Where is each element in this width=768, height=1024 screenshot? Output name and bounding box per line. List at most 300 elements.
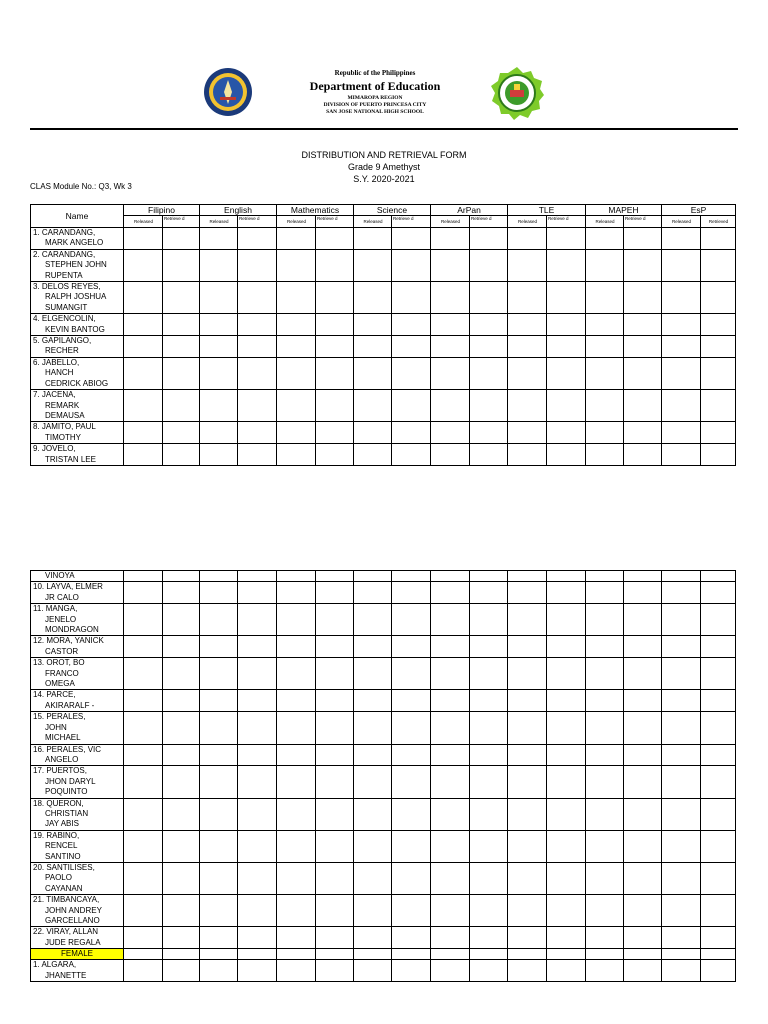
- entry-cell[interactable]: [701, 336, 736, 358]
- entry-cell[interactable]: [431, 895, 470, 927]
- entry-cell[interactable]: [586, 357, 624, 389]
- entry-cell[interactable]: [662, 927, 701, 949]
- entry-cell[interactable]: [508, 336, 547, 358]
- entry-cell[interactable]: [586, 314, 624, 336]
- entry-cell[interactable]: [124, 604, 163, 636]
- entry-cell[interactable]: [624, 571, 662, 582]
- entry-cell[interactable]: [200, 960, 238, 982]
- entry-cell[interactable]: [662, 949, 701, 960]
- entry-cell[interactable]: [547, 766, 586, 798]
- entry-cell[interactable]: [431, 228, 470, 250]
- entry-cell[interactable]: [470, 766, 508, 798]
- entry-cell[interactable]: [586, 895, 624, 927]
- entry-cell[interactable]: [238, 658, 277, 690]
- entry-cell[interactable]: [277, 744, 316, 766]
- entry-cell[interactable]: [547, 658, 586, 690]
- entry-cell[interactable]: [316, 314, 354, 336]
- entry-cell[interactable]: [277, 895, 316, 927]
- entry-cell[interactable]: [431, 282, 470, 314]
- entry-cell[interactable]: [316, 712, 354, 744]
- entry-cell[interactable]: [470, 798, 508, 830]
- entry-cell[interactable]: [624, 336, 662, 358]
- entry-cell[interactable]: [586, 712, 624, 744]
- entry-cell[interactable]: [431, 744, 470, 766]
- entry-cell[interactable]: [354, 798, 392, 830]
- entry-cell[interactable]: [124, 744, 163, 766]
- entry-cell[interactable]: [277, 949, 316, 960]
- entry-cell[interactable]: [701, 798, 736, 830]
- entry-cell[interactable]: [624, 228, 662, 250]
- entry-cell[interactable]: [277, 314, 316, 336]
- entry-cell[interactable]: [662, 604, 701, 636]
- entry-cell[interactable]: [470, 830, 508, 862]
- entry-cell[interactable]: [316, 658, 354, 690]
- entry-cell[interactable]: [431, 357, 470, 389]
- entry-cell[interactable]: [392, 744, 431, 766]
- entry-cell[interactable]: [547, 422, 586, 444]
- entry-cell[interactable]: [470, 571, 508, 582]
- entry-cell[interactable]: [508, 390, 547, 422]
- entry-cell[interactable]: [508, 960, 547, 982]
- entry-cell[interactable]: [392, 249, 431, 281]
- entry-cell[interactable]: [701, 830, 736, 862]
- entry-cell[interactable]: [354, 960, 392, 982]
- entry-cell[interactable]: [354, 862, 392, 894]
- entry-cell[interactable]: [238, 390, 277, 422]
- entry-cell[interactable]: [354, 949, 392, 960]
- entry-cell[interactable]: [431, 636, 470, 658]
- entry-cell[interactable]: [431, 604, 470, 636]
- entry-cell[interactable]: [163, 949, 200, 960]
- entry-cell[interactable]: [277, 690, 316, 712]
- entry-cell[interactable]: [470, 249, 508, 281]
- entry-cell[interactable]: [470, 282, 508, 314]
- entry-cell[interactable]: [124, 582, 163, 604]
- entry-cell[interactable]: [277, 712, 316, 744]
- entry-cell[interactable]: [586, 830, 624, 862]
- entry-cell[interactable]: [662, 744, 701, 766]
- entry-cell[interactable]: [701, 766, 736, 798]
- entry-cell[interactable]: [124, 798, 163, 830]
- entry-cell[interactable]: [392, 960, 431, 982]
- entry-cell[interactable]: [238, 690, 277, 712]
- entry-cell[interactable]: [277, 582, 316, 604]
- entry-cell[interactable]: [662, 282, 701, 314]
- entry-cell[interactable]: [316, 282, 354, 314]
- entry-cell[interactable]: [238, 798, 277, 830]
- entry-cell[interactable]: [124, 228, 163, 250]
- entry-cell[interactable]: [586, 744, 624, 766]
- entry-cell[interactable]: [124, 658, 163, 690]
- entry-cell[interactable]: [586, 862, 624, 894]
- entry-cell[interactable]: [431, 390, 470, 422]
- entry-cell[interactable]: [354, 422, 392, 444]
- entry-cell[interactable]: [586, 949, 624, 960]
- entry-cell[interactable]: [200, 444, 238, 466]
- entry-cell[interactable]: [662, 228, 701, 250]
- entry-cell[interactable]: [354, 357, 392, 389]
- entry-cell[interactable]: [701, 927, 736, 949]
- entry-cell[interactable]: [624, 658, 662, 690]
- entry-cell[interactable]: [354, 228, 392, 250]
- entry-cell[interactable]: [431, 830, 470, 862]
- entry-cell[interactable]: [624, 636, 662, 658]
- entry-cell[interactable]: [392, 336, 431, 358]
- entry-cell[interactable]: [662, 690, 701, 712]
- entry-cell[interactable]: [277, 798, 316, 830]
- entry-cell[interactable]: [354, 927, 392, 949]
- entry-cell[interactable]: [547, 798, 586, 830]
- entry-cell[interactable]: [124, 949, 163, 960]
- entry-cell[interactable]: [354, 249, 392, 281]
- entry-cell[interactable]: [586, 658, 624, 690]
- entry-cell[interactable]: [662, 357, 701, 389]
- entry-cell[interactable]: [624, 927, 662, 949]
- entry-cell[interactable]: [624, 690, 662, 712]
- entry-cell[interactable]: [392, 658, 431, 690]
- entry-cell[interactable]: [547, 895, 586, 927]
- entry-cell[interactable]: [163, 690, 200, 712]
- entry-cell[interactable]: [163, 744, 200, 766]
- entry-cell[interactable]: [392, 798, 431, 830]
- entry-cell[interactable]: [701, 249, 736, 281]
- entry-cell[interactable]: [124, 357, 163, 389]
- entry-cell[interactable]: [701, 690, 736, 712]
- entry-cell[interactable]: [238, 744, 277, 766]
- entry-cell[interactable]: [508, 830, 547, 862]
- entry-cell[interactable]: [200, 571, 238, 582]
- entry-cell[interactable]: [624, 604, 662, 636]
- entry-cell[interactable]: [354, 444, 392, 466]
- entry-cell[interactable]: [124, 249, 163, 281]
- entry-cell[interactable]: [277, 444, 316, 466]
- entry-cell[interactable]: [547, 582, 586, 604]
- entry-cell[interactable]: [586, 636, 624, 658]
- entry-cell[interactable]: [662, 336, 701, 358]
- entry-cell[interactable]: [508, 444, 547, 466]
- entry-cell[interactable]: [316, 862, 354, 894]
- entry-cell[interactable]: [547, 604, 586, 636]
- entry-cell[interactable]: [124, 282, 163, 314]
- entry-cell[interactable]: [316, 636, 354, 658]
- entry-cell[interactable]: [431, 690, 470, 712]
- entry-cell[interactable]: [163, 422, 200, 444]
- entry-cell[interactable]: [354, 830, 392, 862]
- entry-cell[interactable]: [431, 658, 470, 690]
- entry-cell[interactable]: [701, 390, 736, 422]
- entry-cell[interactable]: [316, 336, 354, 358]
- entry-cell[interactable]: [277, 357, 316, 389]
- entry-cell[interactable]: [624, 744, 662, 766]
- entry-cell[interactable]: [124, 960, 163, 982]
- entry-cell[interactable]: [508, 636, 547, 658]
- entry-cell[interactable]: [124, 314, 163, 336]
- entry-cell[interactable]: [316, 690, 354, 712]
- entry-cell[interactable]: [200, 658, 238, 690]
- entry-cell[interactable]: [701, 949, 736, 960]
- entry-cell[interactable]: [277, 766, 316, 798]
- entry-cell[interactable]: [200, 357, 238, 389]
- entry-cell[interactable]: [431, 582, 470, 604]
- entry-cell[interactable]: [200, 895, 238, 927]
- entry-cell[interactable]: [586, 766, 624, 798]
- entry-cell[interactable]: [701, 357, 736, 389]
- entry-cell[interactable]: [163, 314, 200, 336]
- entry-cell[interactable]: [470, 228, 508, 250]
- entry-cell[interactable]: [470, 357, 508, 389]
- entry-cell[interactable]: [124, 336, 163, 358]
- entry-cell[interactable]: [547, 712, 586, 744]
- entry-cell[interactable]: [547, 862, 586, 894]
- entry-cell[interactable]: [662, 249, 701, 281]
- entry-cell[interactable]: [586, 582, 624, 604]
- entry-cell[interactable]: [470, 960, 508, 982]
- entry-cell[interactable]: [277, 830, 316, 862]
- entry-cell[interactable]: [508, 582, 547, 604]
- entry-cell[interactable]: [277, 282, 316, 314]
- entry-cell[interactable]: [662, 712, 701, 744]
- entry-cell[interactable]: [238, 282, 277, 314]
- entry-cell[interactable]: [392, 862, 431, 894]
- entry-cell[interactable]: [316, 830, 354, 862]
- entry-cell[interactable]: [431, 766, 470, 798]
- entry-cell[interactable]: [586, 249, 624, 281]
- entry-cell[interactable]: [547, 336, 586, 358]
- entry-cell[interactable]: [163, 830, 200, 862]
- entry-cell[interactable]: [238, 571, 277, 582]
- entry-cell[interactable]: [470, 927, 508, 949]
- entry-cell[interactable]: [277, 636, 316, 658]
- entry-cell[interactable]: [277, 604, 316, 636]
- entry-cell[interactable]: [277, 336, 316, 358]
- entry-cell[interactable]: [547, 571, 586, 582]
- entry-cell[interactable]: [277, 571, 316, 582]
- entry-cell[interactable]: [662, 960, 701, 982]
- entry-cell[interactable]: [316, 798, 354, 830]
- entry-cell[interactable]: [200, 336, 238, 358]
- entry-cell[interactable]: [200, 422, 238, 444]
- entry-cell[interactable]: [238, 582, 277, 604]
- entry-cell[interactable]: [586, 390, 624, 422]
- entry-cell[interactable]: [431, 444, 470, 466]
- entry-cell[interactable]: [701, 228, 736, 250]
- entry-cell[interactable]: [470, 862, 508, 894]
- entry-cell[interactable]: [238, 444, 277, 466]
- entry-cell[interactable]: [586, 336, 624, 358]
- entry-cell[interactable]: [586, 960, 624, 982]
- entry-cell[interactable]: [200, 314, 238, 336]
- entry-cell[interactable]: [392, 357, 431, 389]
- entry-cell[interactable]: [470, 390, 508, 422]
- entry-cell[interactable]: [624, 357, 662, 389]
- entry-cell[interactable]: [163, 798, 200, 830]
- entry-cell[interactable]: [508, 357, 547, 389]
- entry-cell[interactable]: [277, 249, 316, 281]
- entry-cell[interactable]: [431, 712, 470, 744]
- entry-cell[interactable]: [431, 960, 470, 982]
- entry-cell[interactable]: [392, 830, 431, 862]
- entry-cell[interactable]: [354, 390, 392, 422]
- entry-cell[interactable]: [586, 571, 624, 582]
- entry-cell[interactable]: [200, 798, 238, 830]
- entry-cell[interactable]: [354, 712, 392, 744]
- entry-cell[interactable]: [392, 314, 431, 336]
- entry-cell[interactable]: [662, 571, 701, 582]
- entry-cell[interactable]: [316, 960, 354, 982]
- entry-cell[interactable]: [354, 571, 392, 582]
- entry-cell[interactable]: [431, 798, 470, 830]
- entry-cell[interactable]: [124, 690, 163, 712]
- entry-cell[interactable]: [163, 357, 200, 389]
- entry-cell[interactable]: [316, 949, 354, 960]
- entry-cell[interactable]: [163, 960, 200, 982]
- entry-cell[interactable]: [392, 228, 431, 250]
- entry-cell[interactable]: [392, 636, 431, 658]
- entry-cell[interactable]: [701, 314, 736, 336]
- entry-cell[interactable]: [163, 927, 200, 949]
- entry-cell[interactable]: [277, 228, 316, 250]
- entry-cell[interactable]: [624, 949, 662, 960]
- entry-cell[interactable]: [238, 336, 277, 358]
- entry-cell[interactable]: [701, 744, 736, 766]
- entry-cell[interactable]: [392, 571, 431, 582]
- entry-cell[interactable]: [586, 798, 624, 830]
- entry-cell[interactable]: [316, 228, 354, 250]
- entry-cell[interactable]: [431, 422, 470, 444]
- entry-cell[interactable]: [316, 422, 354, 444]
- entry-cell[interactable]: [163, 604, 200, 636]
- entry-cell[interactable]: [662, 895, 701, 927]
- entry-cell[interactable]: [124, 766, 163, 798]
- entry-cell[interactable]: [547, 314, 586, 336]
- entry-cell[interactable]: [392, 949, 431, 960]
- entry-cell[interactable]: [316, 744, 354, 766]
- entry-cell[interactable]: [470, 658, 508, 690]
- entry-cell[interactable]: [431, 949, 470, 960]
- entry-cell[interactable]: [624, 314, 662, 336]
- entry-cell[interactable]: [547, 636, 586, 658]
- entry-cell[interactable]: [662, 862, 701, 894]
- entry-cell[interactable]: [124, 390, 163, 422]
- entry-cell[interactable]: [547, 228, 586, 250]
- entry-cell[interactable]: [163, 228, 200, 250]
- entry-cell[interactable]: [316, 390, 354, 422]
- entry-cell[interactable]: [238, 314, 277, 336]
- entry-cell[interactable]: [124, 927, 163, 949]
- entry-cell[interactable]: [277, 960, 316, 982]
- entry-cell[interactable]: [238, 895, 277, 927]
- entry-cell[interactable]: [470, 712, 508, 744]
- entry-cell[interactable]: [508, 862, 547, 894]
- entry-cell[interactable]: [662, 798, 701, 830]
- entry-cell[interactable]: [238, 228, 277, 250]
- entry-cell[interactable]: [701, 282, 736, 314]
- entry-cell[interactable]: [470, 690, 508, 712]
- entry-cell[interactable]: [163, 582, 200, 604]
- entry-cell[interactable]: [354, 690, 392, 712]
- entry-cell[interactable]: [470, 336, 508, 358]
- entry-cell[interactable]: [586, 604, 624, 636]
- entry-cell[interactable]: [392, 766, 431, 798]
- entry-cell[interactable]: [470, 895, 508, 927]
- entry-cell[interactable]: [508, 895, 547, 927]
- entry-cell[interactable]: [624, 712, 662, 744]
- entry-cell[interactable]: [701, 582, 736, 604]
- entry-cell[interactable]: [200, 712, 238, 744]
- entry-cell[interactable]: [508, 604, 547, 636]
- entry-cell[interactable]: [316, 357, 354, 389]
- entry-cell[interactable]: [508, 927, 547, 949]
- entry-cell[interactable]: [238, 636, 277, 658]
- entry-cell[interactable]: [163, 336, 200, 358]
- entry-cell[interactable]: [508, 658, 547, 690]
- entry-cell[interactable]: [200, 744, 238, 766]
- entry-cell[interactable]: [701, 636, 736, 658]
- entry-cell[interactable]: [508, 690, 547, 712]
- entry-cell[interactable]: [586, 927, 624, 949]
- entry-cell[interactable]: [392, 444, 431, 466]
- entry-cell[interactable]: [200, 830, 238, 862]
- entry-cell[interactable]: [200, 249, 238, 281]
- entry-cell[interactable]: [470, 949, 508, 960]
- entry-cell[interactable]: [392, 895, 431, 927]
- entry-cell[interactable]: [701, 862, 736, 894]
- entry-cell[interactable]: [470, 444, 508, 466]
- entry-cell[interactable]: [624, 582, 662, 604]
- entry-cell[interactable]: [354, 282, 392, 314]
- entry-cell[interactable]: [508, 798, 547, 830]
- entry-cell[interactable]: [470, 604, 508, 636]
- entry-cell[interactable]: [354, 658, 392, 690]
- entry-cell[interactable]: [547, 927, 586, 949]
- entry-cell[interactable]: [277, 390, 316, 422]
- entry-cell[interactable]: [124, 571, 163, 582]
- entry-cell[interactable]: [124, 636, 163, 658]
- entry-cell[interactable]: [200, 582, 238, 604]
- entry-cell[interactable]: [547, 282, 586, 314]
- entry-cell[interactable]: [238, 949, 277, 960]
- entry-cell[interactable]: [470, 744, 508, 766]
- entry-cell[interactable]: [238, 830, 277, 862]
- entry-cell[interactable]: [470, 422, 508, 444]
- entry-cell[interactable]: [586, 690, 624, 712]
- entry-cell[interactable]: [354, 336, 392, 358]
- entry-cell[interactable]: [662, 658, 701, 690]
- entry-cell[interactable]: [124, 712, 163, 744]
- entry-cell[interactable]: [662, 582, 701, 604]
- entry-cell[interactable]: [624, 862, 662, 894]
- entry-cell[interactable]: [547, 830, 586, 862]
- entry-cell[interactable]: [470, 636, 508, 658]
- entry-cell[interactable]: [508, 571, 547, 582]
- entry-cell[interactable]: [701, 895, 736, 927]
- entry-cell[interactable]: [431, 862, 470, 894]
- entry-cell[interactable]: [124, 422, 163, 444]
- entry-cell[interactable]: [508, 422, 547, 444]
- entry-cell[interactable]: [586, 282, 624, 314]
- entry-cell[interactable]: [200, 228, 238, 250]
- entry-cell[interactable]: [200, 949, 238, 960]
- entry-cell[interactable]: [316, 895, 354, 927]
- entry-cell[interactable]: [624, 960, 662, 982]
- entry-cell[interactable]: [508, 744, 547, 766]
- entry-cell[interactable]: [431, 336, 470, 358]
- entry-cell[interactable]: [547, 690, 586, 712]
- entry-cell[interactable]: [124, 444, 163, 466]
- entry-cell[interactable]: [508, 282, 547, 314]
- entry-cell[interactable]: [470, 314, 508, 336]
- entry-cell[interactable]: [508, 766, 547, 798]
